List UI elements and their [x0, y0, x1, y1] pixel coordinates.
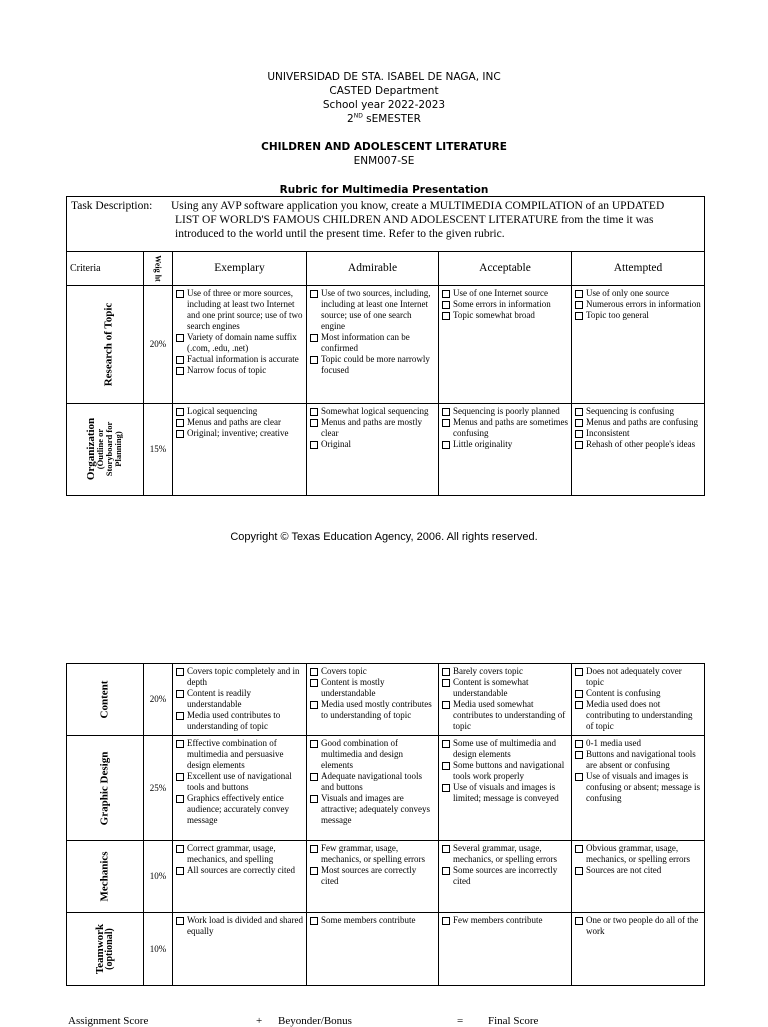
- checkbox-item: Visuals and images are attractive; adequately conveys message: [310, 793, 435, 826]
- checkbox-item: Menus and paths are confusing: [575, 417, 701, 428]
- content-acceptable: [439, 664, 572, 736]
- teamwork-acceptable: [439, 913, 572, 986]
- research-exemplary: [173, 286, 307, 404]
- organization-criterion-label: [87, 418, 123, 480]
- checkbox-item: Inconsistent: [575, 428, 701, 439]
- content-admirable: [307, 664, 439, 736]
- organization-admirable: [307, 404, 439, 496]
- task-line-1: Using any AVP software application you know, create a MULTIMEDIA COMPILATION of an UPDATED: [171, 200, 665, 212]
- checkbox-item: Topic somewhat broad: [442, 310, 568, 321]
- final-score-label: Final Score: [488, 1015, 539, 1027]
- checkbox-item: Rehash of other people's ideas: [575, 439, 701, 450]
- checkbox-item: Adequate navigational tools and buttons: [310, 771, 435, 793]
- task-line-2: LIST OF WORLD'S FAMOUS CHILDREN AND ADOLESCENT LITERATURE from the time it was: [175, 214, 654, 226]
- checkbox-item: Most information can be confirmed: [310, 332, 435, 354]
- mechanics-attempted: [572, 841, 705, 913]
- organization-acceptable: [439, 404, 572, 496]
- organization-attempted: [572, 404, 705, 496]
- task-description: [67, 197, 705, 252]
- checkbox-item: One or two people do all of the work: [575, 915, 701, 937]
- checkbox-item: Sources are not cited: [575, 865, 701, 876]
- checkbox-item: Does not adequately cover topic: [575, 666, 701, 688]
- checkbox-item: Some errors in information: [442, 299, 568, 310]
- checkbox-item: 0-1 media used: [575, 738, 701, 749]
- checkbox-item: Menus and paths are sometimes confusing: [442, 417, 568, 439]
- column-header-row: [67, 252, 705, 286]
- checkbox-item: Narrow focus of topic: [176, 365, 303, 376]
- organization-exemplary: [173, 404, 307, 496]
- checkbox-item: Covers topic: [310, 666, 435, 677]
- bonus-label: Beyonder/Bonus: [278, 1015, 352, 1027]
- checkbox-item: Topic could be more narrowly focused: [310, 354, 435, 376]
- checkbox-item: Somewhat logical sequencing: [310, 406, 435, 417]
- organization-line-1: Organization: [85, 417, 97, 481]
- research-attempted: [572, 286, 705, 404]
- research-criterion-label: Research of Topic: [102, 302, 115, 387]
- rubric-table-top: [66, 196, 705, 496]
- graphic-design-criterion: [67, 736, 144, 841]
- checkbox-item: Use of only one source: [575, 288, 701, 299]
- organization-criterion: [67, 404, 144, 496]
- rubric-table-bottom: [66, 663, 705, 986]
- checkbox-item: Most sources are correctly cited: [310, 865, 435, 887]
- checkbox-item: Content is readily understandable: [176, 688, 303, 710]
- research-weight: 20%: [144, 286, 173, 404]
- checkbox-item: Content is confusing: [575, 688, 701, 699]
- research-acceptable: [439, 286, 572, 404]
- weight-header: [144, 252, 173, 286]
- checkbox-item: Some use of multimedia and design elements: [442, 738, 568, 760]
- teamwork-criterion: [67, 913, 144, 986]
- teamwork-criterion-label: [93, 923, 115, 974]
- mechanics-acceptable: [439, 841, 572, 913]
- content-criterion: [67, 664, 144, 736]
- checkbox-item: Use of two sources, including, including at least one Internet source; use of one search engine: [310, 288, 435, 332]
- checkbox-item: Excellent use of navigational tools and buttons: [176, 771, 303, 793]
- weight-header-label: Weig ht: [153, 255, 163, 282]
- organization-line-3: Storyboard for: [104, 421, 114, 477]
- checkbox-item: Use of visuals and images is limited; message is conveyed: [442, 782, 568, 804]
- semester-text: sEMESTER: [362, 113, 421, 125]
- mechanics-criterion: [67, 841, 144, 913]
- university-name: UNIVERSIDAD DE STA. ISABEL DE NAGA, INC: [267, 71, 501, 83]
- checkbox-item: Barely covers topic: [442, 666, 568, 677]
- checkbox-item: Content is somewhat understandable: [442, 677, 568, 699]
- task-label: Task Description:: [71, 200, 153, 212]
- content-weight: 20%: [144, 664, 173, 736]
- checkbox-item: Correct grammar, usage, mechanics, and spelling: [176, 843, 303, 865]
- department-name: CASTED Department: [329, 85, 439, 97]
- course-block: [0, 140, 768, 168]
- mechanics-admirable: [307, 841, 439, 913]
- research-row: [67, 286, 705, 404]
- checkbox-item: Menus and paths are clear: [176, 417, 303, 428]
- assignment-score-label: Assignment Score: [68, 1015, 149, 1027]
- checkbox-item: Few grammar, usage, mechanics, or spelling errors: [310, 843, 435, 865]
- organization-line-2: (Outline or: [95, 428, 105, 470]
- exemplary-header: Exemplary: [173, 252, 307, 286]
- checkbox-item: Effective combination of multimedia and persuasive design elements: [176, 738, 303, 771]
- teamwork-admirable: [307, 913, 439, 986]
- organization-row: [67, 404, 705, 496]
- graphic-design-admirable: [307, 736, 439, 841]
- graphic-design-weight: 25%: [144, 736, 173, 841]
- checkbox-item: Media used mostly contributes to understanding of topic: [310, 699, 435, 721]
- checkbox-item: Use of visuals and images is confusing or absent; message is confusing: [575, 771, 701, 804]
- semester-suffix: ND: [353, 112, 363, 120]
- checkbox-item: Sequencing is confusing: [575, 406, 701, 417]
- checkbox-item: Factual information is accurate: [176, 354, 303, 365]
- mechanics-row: [67, 841, 705, 913]
- checkbox-item: Media used contributes to understanding of topic: [176, 710, 303, 732]
- checkbox-item: Content is mostly understandable: [310, 677, 435, 699]
- research-criterion: [67, 286, 144, 404]
- mechanics-weight: 10%: [144, 841, 173, 913]
- document-header: [0, 70, 768, 126]
- organization-weight: 15%: [144, 404, 173, 496]
- teamwork-weight: 10%: [144, 913, 173, 986]
- checkbox-item: Few members contribute: [442, 915, 568, 926]
- checkbox-item: Media used somewhat contributes to understanding of topic: [442, 699, 568, 732]
- semester: [0, 112, 768, 126]
- checkbox-item: Menus and paths are mostly clear: [310, 417, 435, 439]
- checkbox-item: Several grammar, usage, mechanics, or spelling errors: [442, 843, 568, 865]
- checkbox-item: Some buttons and navigational tools work properly: [442, 760, 568, 782]
- organization-line-4: Planning): [113, 431, 123, 467]
- checkbox-item: Topic too general: [575, 310, 701, 321]
- teamwork-line-2: (optional): [103, 927, 115, 970]
- criteria-header: Criteria: [67, 252, 144, 286]
- task-line-3: introduced to the world until the present time. Refer to the given rubric.: [175, 228, 505, 240]
- teamwork-attempted: [572, 913, 705, 986]
- checkbox-item: Sequencing is poorly planned: [442, 406, 568, 417]
- equals-sign: =: [457, 1015, 464, 1027]
- checkbox-item: Good combination of multimedia and design elements: [310, 738, 435, 771]
- rubric-title-block: [0, 183, 768, 197]
- checkbox-item: Media used does not contributing to understanding of topic: [575, 699, 701, 732]
- content-row: [67, 664, 705, 736]
- checkbox-item: Little originality: [442, 439, 568, 450]
- checkbox-item: Variety of domain name suffix (.com, .edu, .net): [176, 332, 303, 354]
- content-criterion-label: Content: [98, 680, 111, 719]
- mechanics-criterion-label: Mechanics: [98, 851, 111, 902]
- checkbox-item: Some members contribute: [310, 915, 435, 926]
- checkbox-item: Numerous errors in information: [575, 299, 701, 310]
- checkbox-item: All sources are correctly cited: [176, 865, 303, 876]
- checkbox-item: Obvious grammar, usage, mechanics, or spelling errors: [575, 843, 701, 865]
- school-year: School year 2022-2023: [322, 99, 446, 111]
- plus-sign: +: [256, 1015, 263, 1027]
- checkbox-item: Some sources are incorrectly cited: [442, 865, 568, 887]
- checkbox-item: Original: [310, 439, 435, 450]
- checkbox-item: Logical sequencing: [176, 406, 303, 417]
- checkbox-item: Original; inventive; creative: [176, 428, 303, 439]
- acceptable-header: Acceptable: [439, 252, 572, 286]
- checkbox-item: Buttons and navigational tools are absent or confusing: [575, 749, 701, 771]
- content-exemplary: [173, 664, 307, 736]
- copyright-notice: Copyright © Texas Education Agency, 2006. All rights reserved.: [230, 531, 538, 543]
- content-attempted: [572, 664, 705, 736]
- checkbox-item: Covers topic completely and in depth: [176, 666, 303, 688]
- teamwork-line-1: Teamwork: [93, 923, 106, 974]
- rubric-title: Rubric for Multimedia Presentation: [279, 184, 489, 196]
- course-code: ENM007-SE: [353, 155, 415, 167]
- teamwork-exemplary: [173, 913, 307, 986]
- course-title: CHILDREN AND ADOLESCENT LITERATURE: [261, 141, 507, 153]
- graphic-design-attempted: [572, 736, 705, 841]
- checkbox-item: Work load is divided and shared equally: [176, 915, 303, 937]
- semester-number: 2: [347, 113, 354, 125]
- admirable-header: Admirable: [307, 252, 439, 286]
- checkbox-item: Graphics effectively entice audience; accurately convey message: [176, 793, 303, 826]
- mechanics-exemplary: [173, 841, 307, 913]
- checkbox-item: Use of one Internet source: [442, 288, 568, 299]
- research-admirable: [307, 286, 439, 404]
- attempted-header: Attempted: [572, 252, 705, 286]
- teamwork-row: [67, 913, 705, 986]
- graphic-design-row: [67, 736, 705, 841]
- checkbox-item: Use of three or more sources, including at least two Internet and one print source; use of two search engines: [176, 288, 303, 332]
- graphic-design-exemplary: [173, 736, 307, 841]
- graphic-design-criterion-label: Graphic Design: [98, 751, 111, 825]
- graphic-design-acceptable: [439, 736, 572, 841]
- task-row: [67, 197, 705, 252]
